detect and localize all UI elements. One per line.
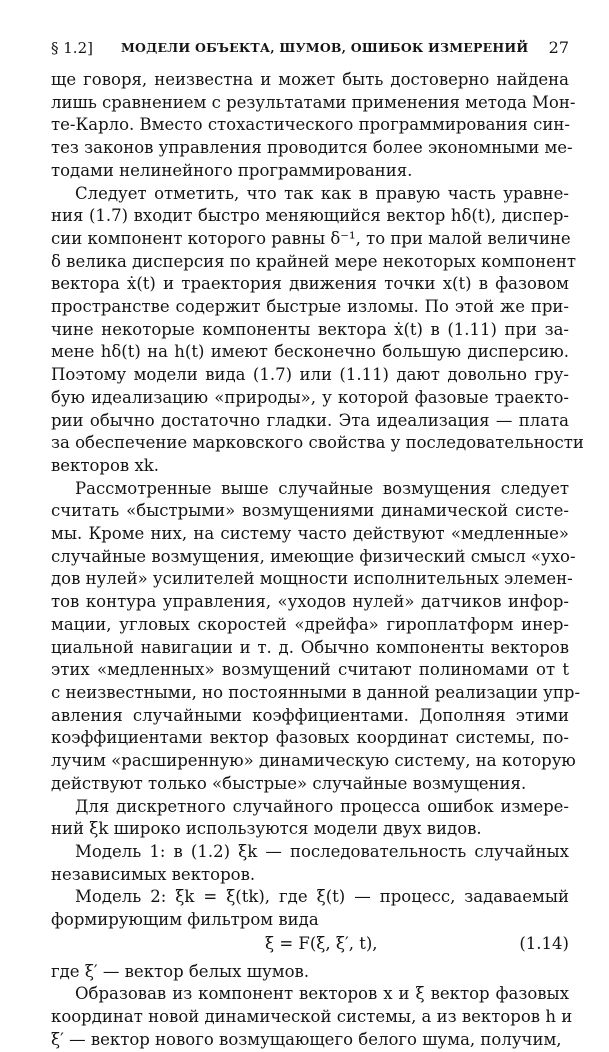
paragraph [51,69,576,183]
text-line: сии компонент которого равны δ⁻¹, то при малой величине [51,228,571,248]
text-line: δ велика дисперсия по крайней мере некоторых компонент [51,251,576,271]
paragraph [51,183,584,478]
text-line: тез законов управления проводится более экономными ме- [51,138,573,158]
paragraph [51,983,573,1051]
text-line: мации, угловых скоростей «дрейфа» гироплатформ инер- [51,614,569,634]
page-number: 27 [548,38,569,57]
paragraph [51,841,569,886]
text-line: координат новой динамической системы, а из векторов h и [51,1007,573,1027]
text-line: независимых векторов. [51,864,256,884]
text-line: циальной навигации и т. д. Обычно компоненты векторов [51,637,569,657]
text-line: где ξ′ — вектор белых шумов. [51,961,310,981]
text-line: Для дискретного случайного процесса ошибок измере- [75,796,569,816]
running-title: МОДЕЛИ ОБЪЕКТА, ШУМОВ, ОШИБОК ИЗМЕРЕНИЙ [121,40,529,55]
paragraph [51,961,569,984]
text-line: Поэтому модели вида (1.7) или (1.11) дают довольно гру- [51,365,569,385]
page-body [51,69,584,1052]
text-line: пространстве содержит быстрые изломы. По этой же при- [51,297,569,317]
text-line: формирующим фильтром вида [51,910,319,930]
text-line: бую идеализацию «природы», у которой фазовые траекто- [51,387,569,407]
text-line: лишь сравнением с результатами применения метода Мон- [51,92,576,112]
text-line: за обеспечение марковского свойства у последовательности [51,433,584,453]
page-header [51,36,569,60]
text-line: Следует отметить, что так как в правую часть уравне- [75,183,569,203]
paragraph [51,886,569,931]
text-line: с неизвестными, но постоянными в данной реализации упр- [51,682,581,702]
text-line: Рассмотренные выше случайные возмущения следует [75,478,569,498]
text-line: ния (1.7) входит быстро меняющийся вектор hδ(t), диспер- [51,206,569,226]
section-number: § 1.2] [51,39,93,57]
text-line: ще говоря, неизвестна и может быть достоверно найдена [51,70,569,89]
text-line: действуют только «быстрые» случайные возмущения. [51,773,527,793]
text-line: ний ξk широко используются модели двух видов. [51,819,482,839]
text-line: считать «быстрыми» возмущениями динамической систе- [51,501,569,521]
text-line: векторов xk. [51,455,160,475]
equation-expression: ξ = F(ξ, ξ′, t), [265,933,378,953]
text-line: Модель 1: в (1.2) ξk — последовательность случайных [75,841,569,861]
text-line: лучим «расширенную» динамическую систему, на которую [51,751,576,771]
paragraph [51,796,569,841]
text-line: рии обычно достаточно гладки. Эта идеализация — плата [51,410,569,430]
text-line: ξ′ — вектор нового возмущающего белого шума, получим, [51,1029,562,1049]
paragraph [51,478,581,796]
equation-1-14 [51,933,569,959]
text-line: авления случайными коэффициентами. Дополняя этими [51,705,569,725]
text-line: мене hδ(t) на h(t) имеют бесконечно большую дисперсию. [51,342,569,362]
text-line: Модель 2: ξk = ξ(tk), где ξ(t) — процесс, задаваемый [75,887,569,907]
text-line: дов нулей» усилителей мощности исполнительных элемен- [51,569,573,589]
text-line: этих «медленных» возмущений считают полиномами от t [51,660,569,680]
text-line: мы. Кроме них, на систему часто действуют «медленные» [51,524,569,544]
text-line: те-Карло. Вместо стохастического программирования син- [51,115,570,135]
text-line: случайные возмущения, имеющие физический смысл «ухо- [51,546,576,566]
text-line: чине некоторые компоненты вектора ẋ(t) в (1.11) при за- [51,319,569,339]
text-line: Образовав из компонент векторов x и ξ вектор фазовых [75,984,569,1004]
text-line: тов контура управления, «уходов нулей» датчиков инфор- [51,592,569,612]
text-line: тодами нелинейного программирования. [51,160,413,180]
text-line: коэффициентами вектор фазовых координат системы, по- [51,728,569,748]
text-line: вектора ẋ(t) и траектория движения точки x(t) в фазовом [51,274,569,294]
equation-number: (1.14) [519,933,569,953]
